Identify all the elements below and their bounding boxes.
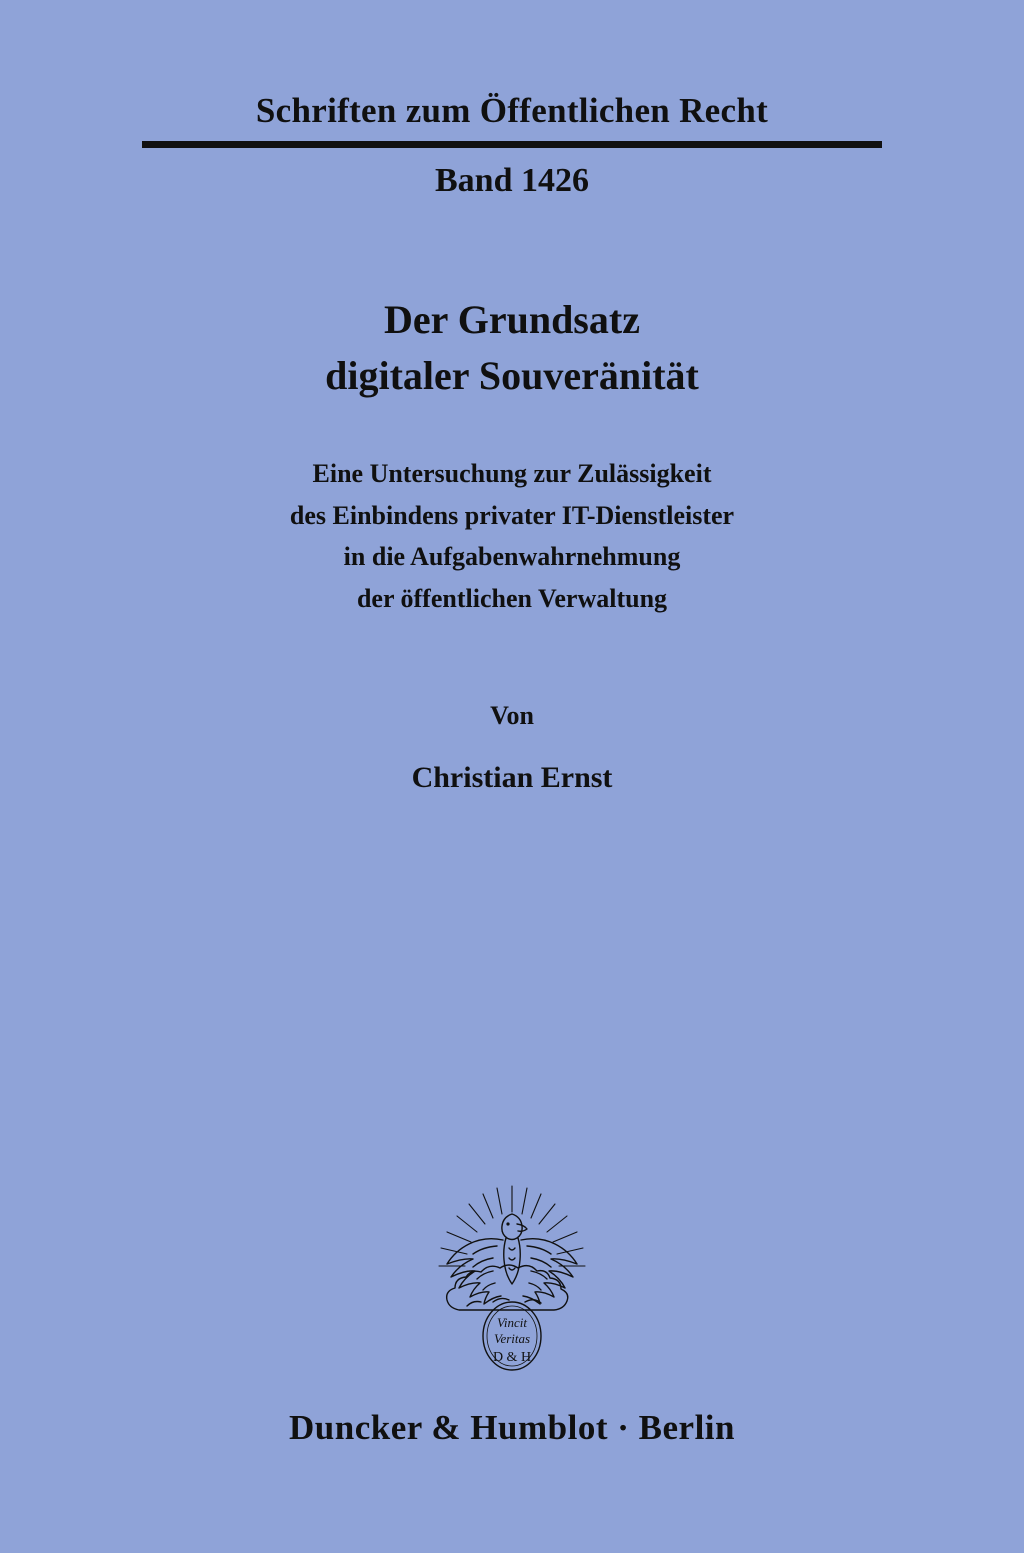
logo-motto-line-2: Veritas (493, 1331, 531, 1346)
book-subtitle-line-4: der öffentlichen Verwaltung (356, 583, 668, 613)
page-title (325, 292, 699, 406)
publisher-logo (0, 1178, 1024, 1388)
book-title-line-2: digitaler Souveränität (325, 353, 699, 399)
book-subtitle-line-1: Eine Untersuchung zur Zulässigkeit (312, 459, 712, 489)
book-subtitle-line-3: in die Aufgabenwahrnehmung (343, 542, 681, 572)
eagle-icon (397, 1178, 627, 1388)
publisher-name: Duncker & Humblot · Berlin (289, 1408, 735, 1447)
book-title-line-1: Der Grundsatz (384, 296, 640, 342)
byline-label: Von (490, 701, 534, 731)
series-divider-rule (142, 141, 882, 148)
book-subtitle (290, 453, 734, 619)
logo-initials: D & H (492, 1350, 532, 1365)
series-title: Schriften zum Öffentlichen Recht (255, 91, 769, 130)
book-subtitle-line-2: des Einbindens privater IT-Dienstleister (289, 500, 735, 530)
author-name: Christian Ernst (411, 761, 613, 795)
series-volume: Band 1426 (435, 161, 589, 199)
logo-motto-line-1: Vincit (496, 1315, 528, 1330)
